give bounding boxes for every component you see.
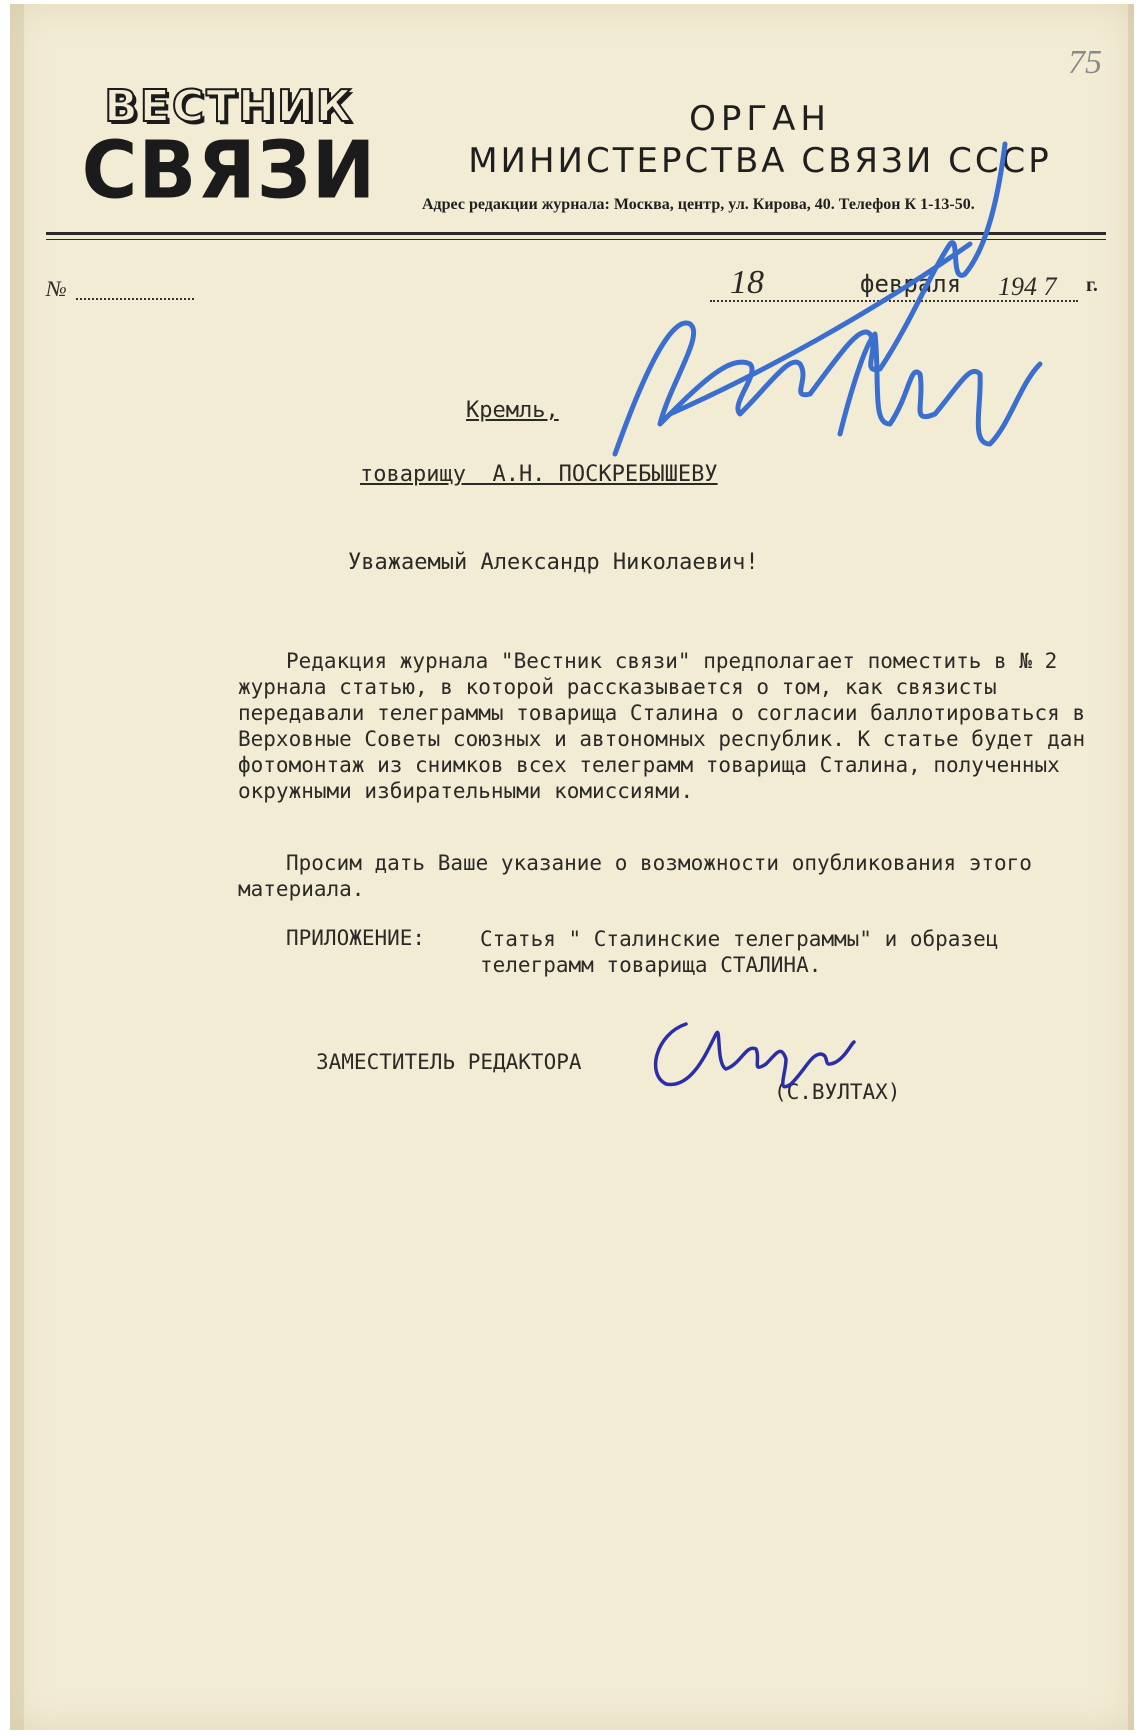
- org-title-line-2: МИНИСТЕРСТВА СВЯЗИ СССР: [468, 141, 1052, 181]
- paper-edge: [10, 4, 24, 1730]
- date-year-digit: 7: [1043, 272, 1057, 301]
- signer-name: (С.ВУЛТАХ): [774, 1080, 901, 1104]
- signer-title: ЗАМЕСТИТЕЛЬ РЕДАКТОРА: [316, 1050, 582, 1074]
- logo-line-1: ВЕСТНИК: [104, 81, 354, 132]
- date-day: 18: [730, 264, 764, 301]
- paper-edge-right: [1128, 4, 1134, 1730]
- salutation: Уважаемый Александр Николаевич!: [348, 550, 759, 575]
- date-month: февраля: [860, 270, 962, 298]
- journal-logo: [58, 81, 400, 217]
- recipient-place: Кремль,: [466, 398, 559, 423]
- date-year-prefix: 194: [998, 272, 1037, 301]
- document-sheet: [10, 4, 1134, 1730]
- signature-stroke: [656, 1024, 854, 1087]
- letter-body: Редакция журнала "Вестник связи" предполагает поместить в № 2 журнала статью, в которой рассказывается о том, как связисты передавали телеграммы товарища Сталина о согласии баллотироваться в Верховные Советы союзных и автономных республик. К статье будет дан фотомонтаж из снимков всех телеграмм товарища Сталина, полученных окружными избирательными комиссиями.: [238, 649, 1086, 803]
- outgoing-number-label: №: [46, 276, 67, 301]
- logo-line-2: СВЯЗИ: [81, 122, 377, 217]
- date-suffix: г.: [1086, 274, 1098, 296]
- attachment-text: Статья " Сталинские телеграммы" и образец телеграмм товарища СТАЛИНА.: [480, 927, 999, 977]
- editorial-address: Адрес редакции журнала: Москва, центр, ул. Кирова, 40. Телефон К 1-13-50.: [422, 196, 975, 213]
- letter-request: Просим дать Ваше указание о возможности опубликования этого материала.: [238, 851, 1032, 901]
- signature: [646, 1014, 856, 1104]
- resolution-strokes: [615, 144, 1040, 454]
- org-title-line-1: ОРГАН: [689, 99, 831, 139]
- outgoing-number-field: [76, 298, 194, 300]
- recipient-name: товарищу А.Н. ПОСКРЕБЫШЕВУ: [360, 462, 718, 487]
- attachment-label: ПРИЛОЖЕНИЕ:: [286, 926, 426, 950]
- resolution-scrawl-1: [615, 144, 1005, 454]
- resolution-underline: [670, 244, 970, 414]
- resolution-scrawl-2: [840, 334, 1040, 444]
- handwritten-resolution: [610, 124, 1080, 524]
- archive-page-number: 75: [1068, 44, 1102, 81]
